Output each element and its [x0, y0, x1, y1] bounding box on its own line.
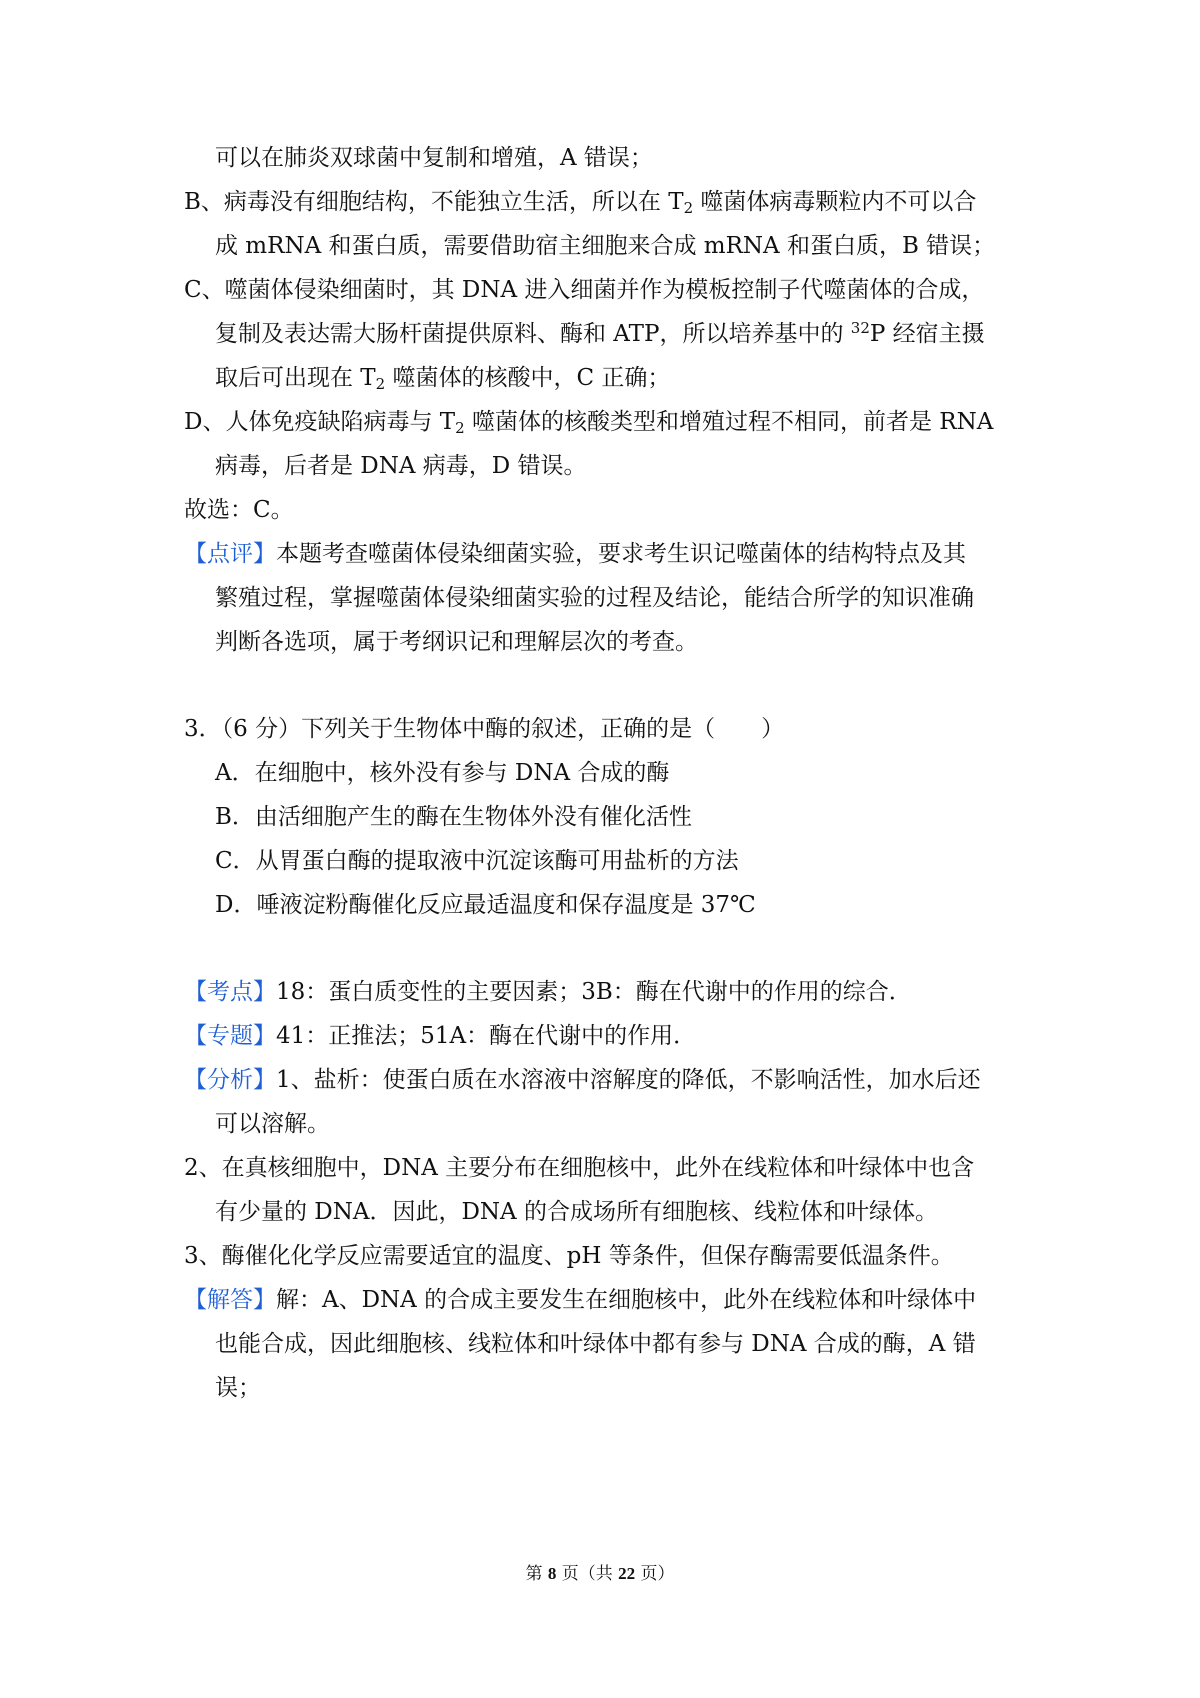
- total-pages: 22: [618, 1564, 636, 1583]
- option-c-line-1: C、噬菌体侵染细菌时，其 DNA 进入细菌并作为模板控制子代噬菌体的合成，: [184, 277, 985, 303]
- comment-line-3: 判断各选项，属于考纲识记和理解层次的考查。: [215, 629, 698, 655]
- text-line: 可以在肺炎双球菌中复制和增殖，A 错误；: [215, 145, 653, 171]
- fenxi-line-4: 有少量的 DNA．因此，DNA 的合成场所有细胞核、线粒体和叶绿体。: [215, 1199, 938, 1225]
- comment-tag: 【点评】: [184, 541, 276, 567]
- page-footer: 第 8 页（共 22 页）: [525, 1564, 675, 1584]
- option-b-line-1: B、病毒没有细胞结构，不能独立生活，所以在 $T_2$ 噬菌体病毒颗粒内不可以合: [184, 189, 977, 217]
- option-c-line-3: 取后可出现在 $T_2$ 噬菌体的核酸中，C 正确；: [215, 365, 671, 393]
- question-3-option-c: C．从胃蛋白酶的提取液中沉淀该酶可用盐析的方法: [215, 848, 739, 874]
- fenxi-line-3: 2、在真核细胞中，DNA 主要分布在细胞核中，此外在线粒体和叶绿体中也含: [184, 1155, 975, 1181]
- comment-line-2: 繁殖过程，掌握噬菌体侵染细菌实验的过程及结论，能结合所学的知识准确: [215, 585, 974, 611]
- jieda-tag: 【解答】: [184, 1287, 276, 1313]
- kaodian-line: 【考点】18：蛋白质变性的主要因素；3B：酶在代谢中的作用的综合．: [184, 979, 912, 1005]
- fenxi-line-1: 【分析】1、盐析：使蛋白质在水溶液中溶解度的降低，不影响活性，加水后还: [184, 1067, 981, 1093]
- zhuanti-tag: 【专题】: [184, 1023, 276, 1049]
- fenxi-line-5: 3、酶催化化学反应需要适宜的温度、pH 等条件，但保存酶需要低温条件。: [184, 1243, 954, 1269]
- comment-line-1: 【点评】本题考查噬菌体侵染细菌实验，要求考生识记噬菌体的结构特点及其: [184, 541, 966, 567]
- question-3-option-b: B．由活细胞产生的酶在生物体外没有催化活性: [215, 804, 692, 830]
- question-3-stem: 3．（6 分）下列关于生物体中酶的叙述，正确的是（ ）: [184, 716, 785, 742]
- option-d-line-2: 病毒，后者是 DNA 病毒，D 错误。: [215, 453, 587, 479]
- jieda-line-2: 也能合成，因此细胞核、线粒体和叶绿体中都有参与 DNA 合成的酶，A 错: [215, 1331, 976, 1357]
- fenxi-line-2: 可以溶解。: [215, 1111, 330, 1137]
- answer-choice: 故选：C。: [184, 497, 294, 523]
- kaodian-tag: 【考点】: [184, 979, 276, 1005]
- option-c-line-2: 复制及表达需大肠杆菌提供原料、酶和 ATP，所以培养基中的 $^{32}$P 经宿主摄: [215, 319, 985, 347]
- jieda-line-3: 误；: [215, 1375, 261, 1401]
- fenxi-tag: 【分析】: [184, 1067, 276, 1093]
- jieda-line-1: 【解答】解：A、DNA 的合成主要发生在细胞核中，此外在线粒体和叶绿体中: [184, 1287, 977, 1313]
- zhuanti-line: 【专题】41：正推法；51A：酶在代谢中的作用．: [184, 1023, 697, 1049]
- question-3-option-d: D．唾液淀粉酶催化反应最适温度和保存温度是 37℃: [215, 892, 756, 918]
- option-d-line-1: D、人体免疫缺陷病毒与 $T_2$ 噬菌体的核酸类型和增殖过程不相同，前者是 RNA: [184, 409, 994, 437]
- option-b-line-2: 成 mRNA 和蛋白质，需要借助宿主细胞来合成 mRNA 和蛋白质，B 错误；: [215, 233, 996, 259]
- question-3-option-a: A．在细胞中，核外没有参与 DNA 合成的酶: [215, 760, 670, 786]
- page-number: 8: [547, 1564, 557, 1583]
